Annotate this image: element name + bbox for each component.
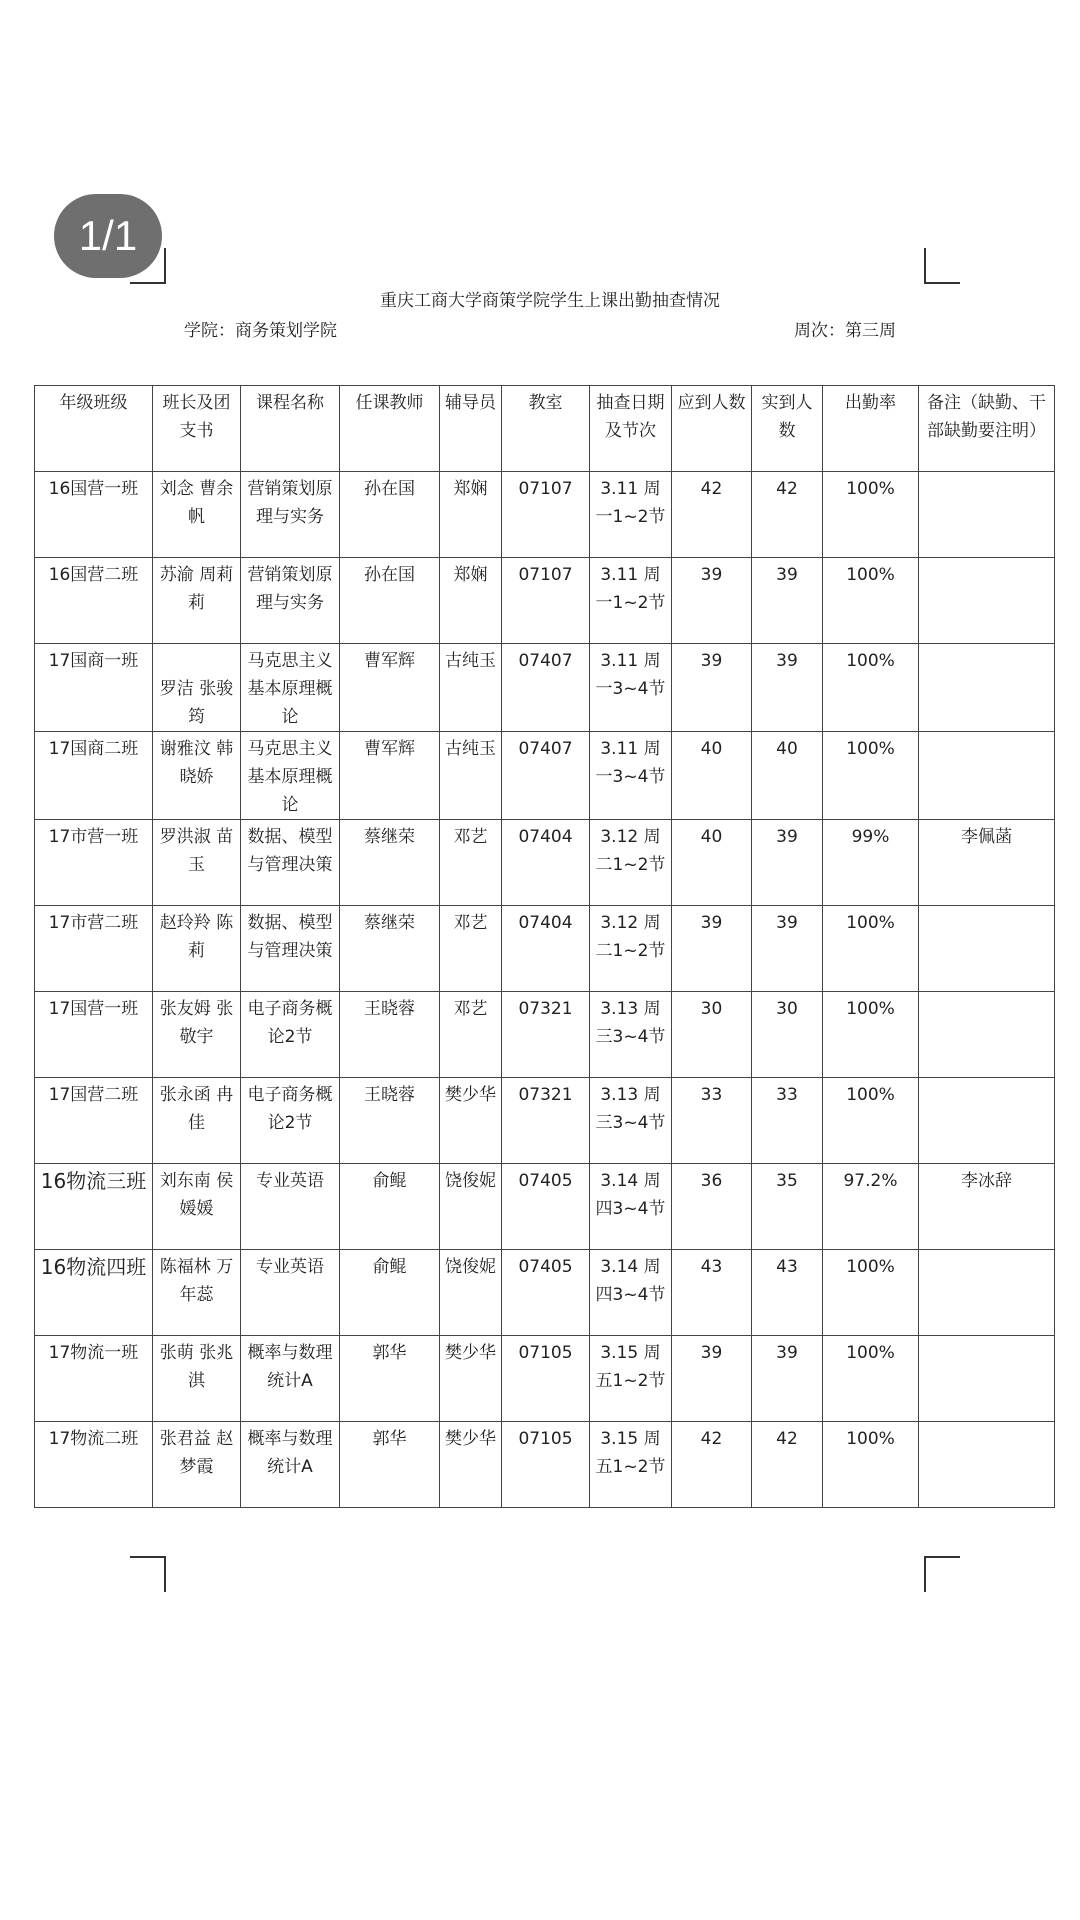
cell-course: 营销策划原理与实务 xyxy=(241,472,340,558)
cell-check-date: 3.11 周一3~4节 xyxy=(590,732,672,820)
cell-classroom: 07105 xyxy=(502,1422,590,1508)
cell-counselor: 郑娴 xyxy=(440,558,502,644)
cell-check-date: 3.14 周四3~4节 xyxy=(590,1250,672,1336)
college-label: 学院：商务策划学院 xyxy=(184,321,337,341)
cell-actual: 30 xyxy=(752,992,823,1078)
cell-classroom: 07407 xyxy=(502,644,590,732)
cell-rate: 100% xyxy=(823,906,919,992)
cell-rate: 100% xyxy=(823,1336,919,1422)
cell-expected: 39 xyxy=(672,1336,752,1422)
cell-remarks xyxy=(919,644,1055,732)
cell-monitor: 陈福林 万年蕊 xyxy=(153,1250,241,1336)
cell-remarks xyxy=(919,1078,1055,1164)
cell-class: 16国营二班 xyxy=(35,558,153,644)
cell-counselor: 樊少华 xyxy=(440,1336,502,1422)
cell-rate: 100% xyxy=(823,992,919,1078)
cell-classroom: 07107 xyxy=(502,558,590,644)
cell-counselor: 樊少华 xyxy=(440,1422,502,1508)
cell-actual: 39 xyxy=(752,1336,823,1422)
cell-expected: 42 xyxy=(672,472,752,558)
cell-class: 16物流四班 xyxy=(35,1250,153,1336)
cell-expected: 39 xyxy=(672,558,752,644)
cell-classroom: 07404 xyxy=(502,906,590,992)
page-indicator: 1/1 xyxy=(54,194,162,278)
cell-monitor: 罗洪淑 苗玉 xyxy=(153,820,241,906)
cell-counselor: 古纯玉 xyxy=(440,732,502,820)
cell-check-date: 3.15 周五1~2节 xyxy=(590,1422,672,1508)
cell-expected: 40 xyxy=(672,732,752,820)
cell-rate: 97.2% xyxy=(823,1164,919,1250)
cell-class: 17市营二班 xyxy=(35,906,153,992)
cell-monitor: 张萌 张兆淇 xyxy=(153,1336,241,1422)
cell-actual: 40 xyxy=(752,732,823,820)
cell-class: 16物流三班 xyxy=(35,1164,153,1250)
cell-check-date: 3.13 周三3~4节 xyxy=(590,1078,672,1164)
table-row xyxy=(35,1422,1055,1508)
cell-expected: 40 xyxy=(672,820,752,906)
cell-rate: 99% xyxy=(823,820,919,906)
cell-class: 17物流一班 xyxy=(35,1336,153,1422)
cell-actual: 35 xyxy=(752,1164,823,1250)
cell-course: 电子商务概论2节 xyxy=(241,1078,340,1164)
week-label: 周次：第三周 xyxy=(794,321,896,341)
cell-check-date: 3.15 周五1~2节 xyxy=(590,1336,672,1422)
cell-monitor: 谢雅汶 韩晓娇 xyxy=(153,732,241,820)
cell-actual: 39 xyxy=(752,820,823,906)
cell-expected: 39 xyxy=(672,906,752,992)
table-row xyxy=(35,1336,1055,1422)
cell-rate: 100% xyxy=(823,644,919,732)
cell-check-date: 3.14 周四3~4节 xyxy=(590,1164,672,1250)
crop-mark-bottom-left xyxy=(130,1556,166,1592)
cell-class: 17物流二班 xyxy=(35,1422,153,1508)
cell-class: 17国营一班 xyxy=(35,992,153,1078)
cell-actual: 33 xyxy=(752,1078,823,1164)
cell-check-date: 3.11 周一1~2节 xyxy=(590,472,672,558)
cell-classroom: 07405 xyxy=(502,1250,590,1336)
cell-teacher: 郭华 xyxy=(340,1422,440,1508)
cell-remarks xyxy=(919,732,1055,820)
cell-course: 马克思主义基本原理概论 xyxy=(241,644,340,732)
cell-course: 概率与数理统计A xyxy=(241,1336,340,1422)
cell-teacher: 蔡继荣 xyxy=(340,820,440,906)
cell-counselor: 樊少华 xyxy=(440,1078,502,1164)
cell-course: 营销策划原理与实务 xyxy=(241,558,340,644)
cell-teacher: 蔡继荣 xyxy=(340,906,440,992)
header-monitor: 班长及团支书 xyxy=(153,386,241,472)
cell-monitor: 刘东南 侯媛媛 xyxy=(153,1164,241,1250)
cell-class: 16国营一班 xyxy=(35,472,153,558)
cell-teacher: 王晓蓉 xyxy=(340,992,440,1078)
cell-counselor: 邓艺 xyxy=(440,820,502,906)
cell-rate: 100% xyxy=(823,472,919,558)
cell-teacher: 郭华 xyxy=(340,1336,440,1422)
cell-counselor: 饶俊妮 xyxy=(440,1164,502,1250)
cell-expected: 33 xyxy=(672,1078,752,1164)
cell-monitor: 苏渝 周莉莉 xyxy=(153,558,241,644)
header-expected: 应到人数 xyxy=(672,386,752,472)
cell-remarks xyxy=(919,1422,1055,1508)
cell-expected: 43 xyxy=(672,1250,752,1336)
cell-monitor: 张永函 冉佳 xyxy=(153,1078,241,1164)
cell-actual: 42 xyxy=(752,1422,823,1508)
cell-classroom: 07404 xyxy=(502,820,590,906)
cell-actual: 42 xyxy=(752,472,823,558)
cell-remarks xyxy=(919,1336,1055,1422)
cell-check-date: 3.12 周二1~2节 xyxy=(590,906,672,992)
cell-classroom: 07407 xyxy=(502,732,590,820)
cell-monitor: 刘念 曹余帆 xyxy=(153,472,241,558)
cell-class: 17市营一班 xyxy=(35,820,153,906)
table-row xyxy=(35,1164,1055,1250)
cell-rate: 100% xyxy=(823,1422,919,1508)
cell-class: 17国营二班 xyxy=(35,1078,153,1164)
cell-actual: 43 xyxy=(752,1250,823,1336)
cell-counselor: 饶俊妮 xyxy=(440,1250,502,1336)
header-rate: 出勤率 xyxy=(823,386,919,472)
cell-teacher: 曹军辉 xyxy=(340,644,440,732)
cell-teacher: 王晓蓉 xyxy=(340,1078,440,1164)
cell-course: 数据、模型与管理决策 xyxy=(241,820,340,906)
cell-expected: 39 xyxy=(672,644,752,732)
cell-classroom: 07321 xyxy=(502,992,590,1078)
cell-actual: 39 xyxy=(752,644,823,732)
header-counselor: 辅导员 xyxy=(440,386,502,472)
cell-teacher: 曹军辉 xyxy=(340,732,440,820)
header-class: 年级班级 xyxy=(35,386,153,472)
cell-monitor: 张友姆 张敬宇 xyxy=(153,992,241,1078)
cell-teacher: 孙在国 xyxy=(340,472,440,558)
cell-counselor: 郑娴 xyxy=(440,472,502,558)
cell-remarks xyxy=(919,558,1055,644)
cell-course: 电子商务概论2节 xyxy=(241,992,340,1078)
cell-course: 马克思主义基本原理概论 xyxy=(241,732,340,820)
header-teacher: 任课教师 xyxy=(340,386,440,472)
table-row xyxy=(35,558,1055,644)
crop-mark-top-left xyxy=(130,248,166,284)
table-header-row xyxy=(35,386,1055,472)
cell-monitor: 赵玲羚 陈莉 xyxy=(153,906,241,992)
cell-expected: 36 xyxy=(672,1164,752,1250)
cell-counselor: 邓艺 xyxy=(440,992,502,1078)
cell-remarks: 李冰辞 xyxy=(919,1164,1055,1250)
header-actual: 实到人数 xyxy=(752,386,823,472)
cell-classroom: 07105 xyxy=(502,1336,590,1422)
table-row xyxy=(35,644,1055,732)
table-row xyxy=(35,1078,1055,1164)
cell-remarks xyxy=(919,906,1055,992)
table-row xyxy=(35,1250,1055,1336)
cell-remarks xyxy=(919,992,1055,1078)
table-row xyxy=(35,906,1055,992)
table-row xyxy=(35,820,1055,906)
cell-monitor: 张君益 赵梦霞 xyxy=(153,1422,241,1508)
cell-expected: 42 xyxy=(672,1422,752,1508)
header-course: 课程名称 xyxy=(241,386,340,472)
cell-monitor: 罗洁 张骏筠 xyxy=(153,644,241,732)
cell-counselor: 邓艺 xyxy=(440,906,502,992)
cell-counselor: 古纯玉 xyxy=(440,644,502,732)
cell-actual: 39 xyxy=(752,906,823,992)
crop-mark-top-right xyxy=(924,248,960,284)
cell-check-date: 3.11 周一3~4节 xyxy=(590,644,672,732)
cell-remarks xyxy=(919,472,1055,558)
cell-classroom: 07321 xyxy=(502,1078,590,1164)
cell-actual: 39 xyxy=(752,558,823,644)
cell-class: 17国商一班 xyxy=(35,644,153,732)
crop-mark-bottom-right xyxy=(924,1556,960,1592)
cell-rate: 100% xyxy=(823,1078,919,1164)
cell-remarks xyxy=(919,1250,1055,1336)
table-row xyxy=(35,732,1055,820)
table-row xyxy=(35,992,1055,1078)
cell-teacher: 俞鲲 xyxy=(340,1164,440,1250)
cell-course: 概率与数理统计A xyxy=(241,1422,340,1508)
cell-rate: 100% xyxy=(823,558,919,644)
cell-remarks: 李佩菡 xyxy=(919,820,1055,906)
cell-rate: 100% xyxy=(823,732,919,820)
cell-check-date: 3.12 周二1~2节 xyxy=(590,820,672,906)
table-row xyxy=(35,472,1055,558)
cell-course: 专业英语 xyxy=(241,1164,340,1250)
header-classroom: 教室 xyxy=(502,386,590,472)
cell-rate: 100% xyxy=(823,1250,919,1336)
cell-class: 17国商二班 xyxy=(35,732,153,820)
cell-course: 专业英语 xyxy=(241,1250,340,1336)
cell-course: 数据、模型与管理决策 xyxy=(241,906,340,992)
cell-expected: 30 xyxy=(672,992,752,1078)
cell-check-date: 3.11 周一1~2节 xyxy=(590,558,672,644)
attendance-table xyxy=(34,385,1055,1508)
cell-check-date: 3.13 周三3~4节 xyxy=(590,992,672,1078)
document-title: 重庆工商大学商策学院学生上课出勤抽查情况 xyxy=(380,291,720,311)
cell-classroom: 07405 xyxy=(502,1164,590,1250)
cell-teacher: 孙在国 xyxy=(340,558,440,644)
cell-teacher: 俞鲲 xyxy=(340,1250,440,1336)
cell-classroom: 07107 xyxy=(502,472,590,558)
header-remarks: 备注（缺勤、干部缺勤要注明） xyxy=(919,386,1055,472)
header-check-date: 抽查日期及节次 xyxy=(590,386,672,472)
